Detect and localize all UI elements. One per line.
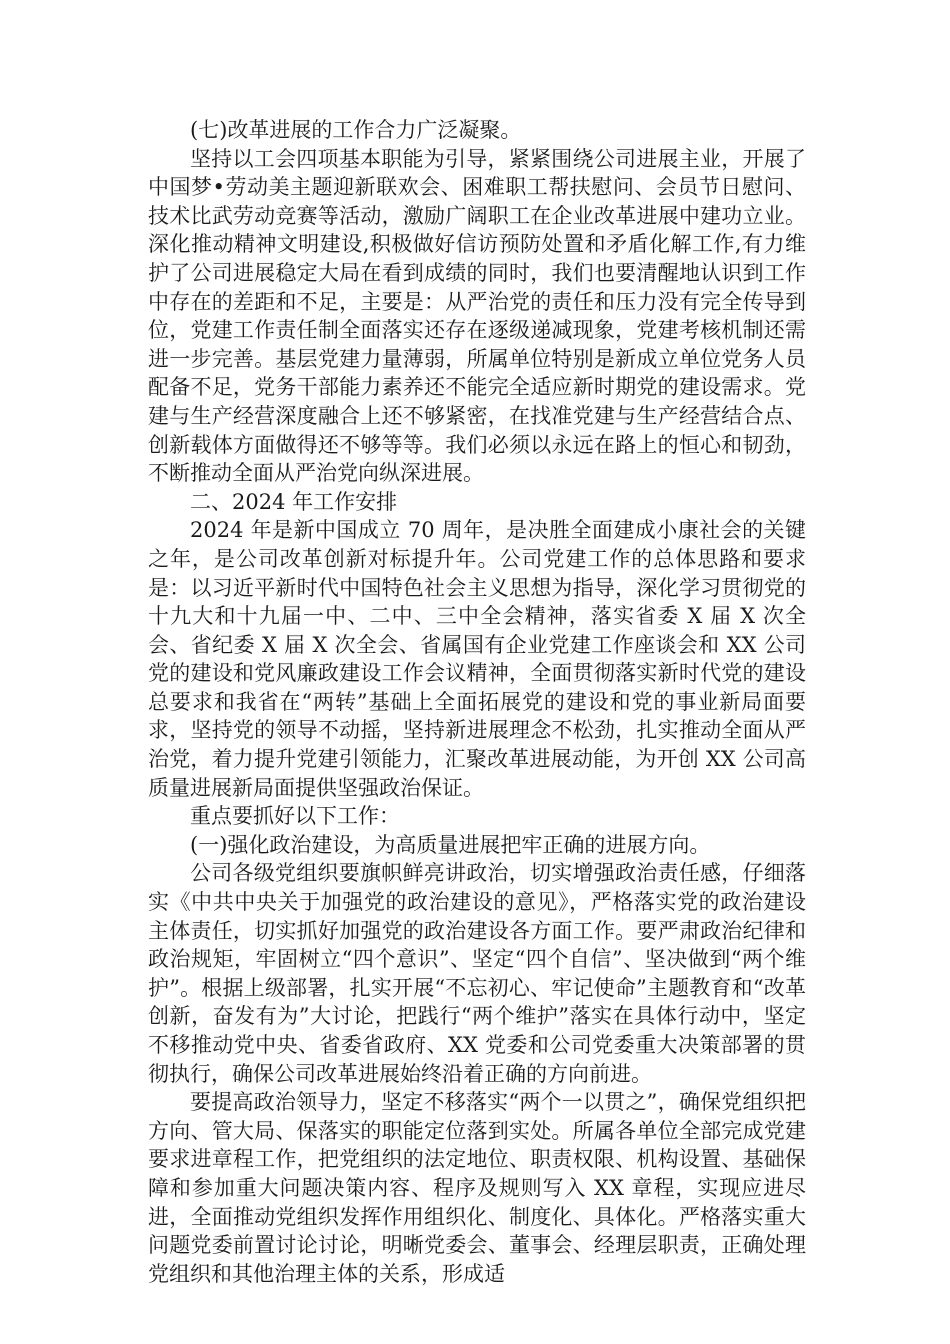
body-paragraph: 公司各级党组织要旗帜鲜亮讲政治，切实增强政治责任感，仔细落实《中共中央关于加强党的政治建设的意见》，严格落实党的政治建设主体责任，切实抓好加强党的政治建设各方面工作。要严肃政治纪律和政治规矩，牢固树立“四个意识”、坚定“四个自信”、坚决做到“两个维护”。根据上级部署，扎实开展“不忘初心、牢记使命”主题教育和“改革创新，奋发有为”大讨论，把践行“两个维护”落实在具体行动中，坚定不移推动党中央、省委省政府、XX 党委和公司党委重大决策部署的贯彻执行，确保公司改革进展始终沿着正确的方向前进。	[148, 861, 806, 1086]
section-heading-2: 二、2024 年工作安排	[190, 489, 398, 514]
subsection-heading-7: (七)改革进展的工作合力广泛凝聚。	[190, 118, 522, 142]
subsection-heading-1: (一)强化政治建设，为高质量进展把牢正确的进展方向。	[190, 832, 711, 857]
body-paragraph: 要提高政治领导力，坚定不移落实“两个一以贯之”，确保党组织把方向、管大局、保落实的职能定位落到实处。所属各单位全部完成党建要求进章程工作，把党组织的法定地位、职责权限、机构设置、基础保障和参加重大问题决策内容、程序及规则写入 XX 章程，实现应进尽进，全面推动党组织发挥作用组织化、制度化、具体化。严格落实重大问题党委前置讨论讨论，明晰党委会、董事会、经理层职责，正确处理党组织和其他治理主体的关系，形成适	[148, 1090, 806, 1286]
body-paragraph: 2024 年是新中国成立 70 周年，是决胜全面建成小康社会的关键之年，是公司改革创新对标提升年。公司党建工作的总体思路和要求是：以习近平新时代中国特色社会主义思想为指导，深化学习贯彻党的十九大和十九届一中、二中、三中全会精神，落实省委 X 届 X 次全会、省纪委 X 届 X 次全会、省属国有企业党建工作座谈会和 XX 公司党的建设和党风廉政建设工作会议精神，全面贯彻落实新时代党的建设总要求和我省在“两转”基础上全面拓展党的建设和党的事业新局面要求，坚持党的领导不动摇，坚持新进展理念不松劲，扎实推动全面从严治党，着力提升党建引领能力，汇聚改革进展动能，为开创 XX 公司高质量进展新局面提供坚强政治保证。	[148, 518, 806, 800]
body-paragraph: 坚持以工会四项基本职能为引导，紧紧围绕公司进展主业，开展了中国梦•劳动美主题迎新联欢会、困难职工帮扶慰问、会员节日慰问、技术比武劳动竞赛等活动，激励广阔职工在企业改革进展中建功立业。深化推动精神文明建设,积极做好信访预防处置和矛盾化解工作,有力维护了公司进展稳定大局在看到成绩的同时，我们也要清醒地认识到工作中存在的差距和不足，主要是：从严治党的责任和压力没有完全传导到位，党建工作责任制全面落实还存在逐级递减现象，党建考核机制还需进一步完善。基层党建力量薄弱，所属单位特别是新成立单位党务人员配备不足，党务干部能力素养还不能完全适应新时期党的建设需求。党建与生产经营深度融合上还不够紧密，在找准党建与生产经营结合点、创新载体方面做得还不够等等。我们必须以永远在路上的恒心和韧劲，不断推动全面从严治党向纵深进展。	[148, 146, 806, 486]
body-paragraph: 重点要抓好以下工作：	[190, 804, 400, 829]
document-body	[148, 116, 806, 1288]
